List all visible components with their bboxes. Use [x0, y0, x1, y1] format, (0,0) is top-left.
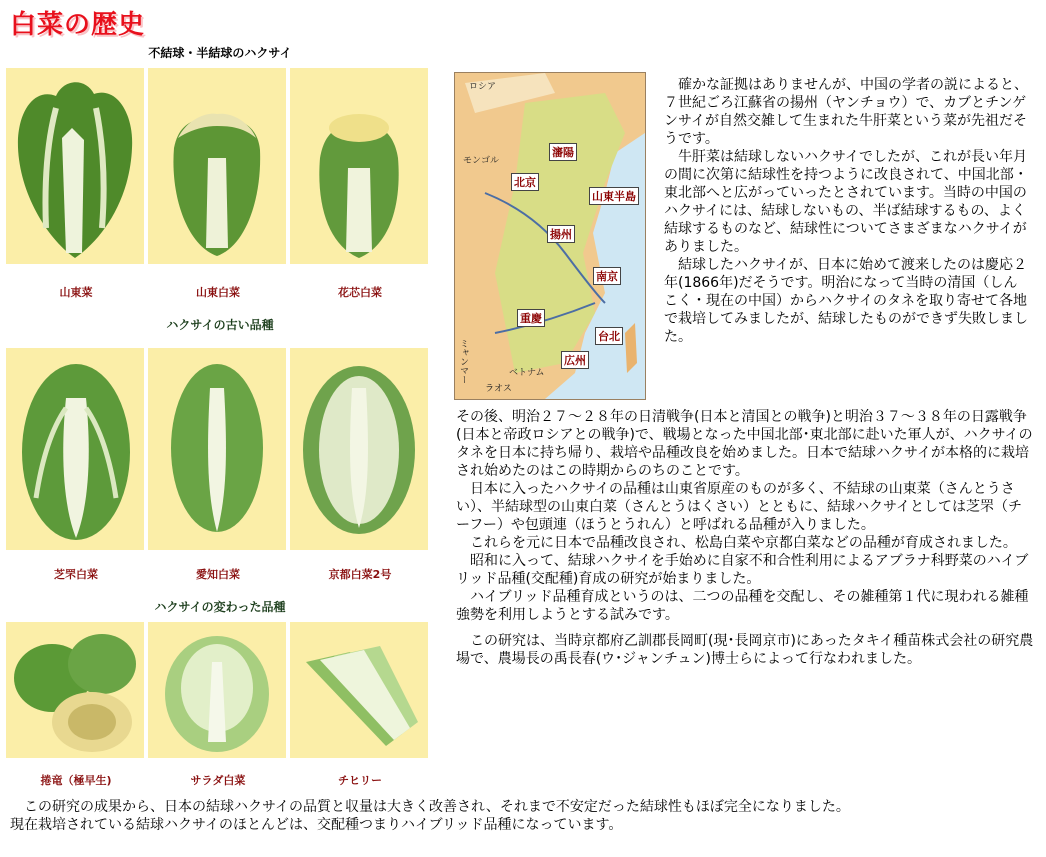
map-label-nanjing: 南京 — [593, 267, 621, 285]
caption-salad-hakusai: サラダ白菜 — [190, 774, 246, 787]
paragraph: 日本に入ったハクサイの品種は山東省原産のものが多く、不結球の山東菜（さんとうさい）、半結球型の山東白菜（さんとうはくさい）とともに、結球ハクサイとしては芝罘（チーフー）や包頭連（ほうとうれん）と呼ばれる品種が入りました。 — [456, 481, 1023, 533]
caption-santousai: 山東菜 — [59, 286, 93, 299]
paragraph: 確かな証拠はありませんが、中国の学者の説によると、７世紀ごろ江蘇省の揚州（ヤンチョウ）で、カブとチンゲンサイが自然交雑して生まれた牛肝菜という菜が先祖だそうです。 — [664, 77, 1028, 147]
china-map — [454, 72, 646, 400]
paragraph: 結球したハクサイが、日本に始めて渡来したのは慶応２年(1866年)だそうです。明治になって当時の清国（しんこく・現在の中国）からハクサイのタネを取り寄せて各地で栽培してみましたが、結球したものができず失敗しました。 — [664, 257, 1028, 345]
caption-kashin-hakusai: 花芯白菜 — [338, 286, 382, 299]
cabbage-photo-aichi-hakusai — [148, 348, 286, 550]
history-text-middle — [456, 408, 1036, 668]
history-text-bottom — [10, 798, 1040, 834]
caption-chihili: チヒリー — [338, 774, 382, 787]
cabbage-photo-santou-hakusai — [148, 68, 286, 264]
map-label-shenyang: 瀋陽 — [549, 143, 577, 161]
caption-kenryu: 捲竜（極早生) — [40, 774, 112, 787]
cabbage-photo-chefoo-hakusai — [6, 348, 144, 550]
paragraph: その後、明治２７～２８年の日清戦争(日本と清国との戦争)と明治３７～３８年の日露戦争(日本と帝政ロシアとの戦争)で、戦場となった中国北部･東北部に赴いた軍人が、ハクサイのタネを日本に持ち帰り、栽培や品種改良を始めました。日本で結球ハクサイが本格的に栽培され始めたのはこの時期からのちのことです。 — [456, 409, 1033, 479]
history-text-right — [664, 76, 1030, 346]
map-label-shandong: 山東半島 — [589, 187, 639, 205]
section-heading-non-heading: 不結球・半結球のハクサイ — [148, 46, 292, 60]
map-label-guangzhou: 広州 — [561, 351, 589, 369]
map-label-myanmar: ミャンマー — [458, 339, 468, 384]
section-heading-old-varieties: ハクサイの古い品種 — [166, 318, 274, 332]
cabbage-photo-kyoto-hakusai — [290, 348, 428, 550]
paragraph: これらを元に日本で品種改良され、松島白菜や京都白菜などの品種が育成されました。 — [470, 535, 1017, 551]
map-label-taipei: 台北 — [595, 327, 623, 345]
caption-santou-hakusai: 山東白菜 — [196, 286, 240, 299]
paragraph: ハイブリッド品種育成というのは、二つの品種を交配し、その雑種第１代に現われる雑種強勢を利用しようとする試みです。 — [456, 589, 1029, 623]
caption-aichi-hakusai: 愛知白菜 — [196, 568, 240, 581]
map-label-mongolia: モンゴル — [463, 156, 500, 166]
section-heading-unusual-varieties: ハクサイの変わった品種 — [154, 600, 286, 614]
cabbage-photo-santousai — [6, 68, 144, 264]
map-label-laos: ラオス — [485, 384, 512, 394]
paragraph: この研究は、当時京都府乙訓郡長岡町(現･長岡京市)にあったタキイ種苗株式会社の研究農場で、農場長の禹長春(ウ･ジャンチュン)博士らによって行なわれました。 — [456, 633, 1034, 667]
map-label-beijing: 北京 — [511, 173, 539, 191]
paragraph: 昭和に入って、結球ハクサイを手始めに自家不和合性利用によるアブラナ科野菜のハイブリッド品種(交配種)育成の研究が始まりました。 — [456, 553, 1029, 587]
paragraph: 現在栽培されている結球ハクサイのほとんどは、交配種つまりハイブリッド品種になっています。 — [10, 817, 623, 833]
caption-chefoo-hakusai: 芝罘白菜 — [54, 568, 98, 581]
paragraph: この研究の成果から、日本の結球ハクサイの品質と収量は大きく改善され、それまで不安定だった結球性もほぼ完全になりました。 — [24, 799, 850, 815]
map-label-yangzhou: 揚州 — [547, 225, 575, 243]
page-title: 白菜の歴史 — [10, 10, 146, 40]
cabbage-photo-salad-hakusai — [148, 622, 286, 758]
cabbage-photo-kenryu — [6, 622, 144, 758]
cabbage-photo-kashin-hakusai — [290, 68, 428, 264]
paragraph: 牛肝菜は結球しないハクサイでしたが、これが長い年月の間に次第に結球性を持つように改良されて、中国北部・東北部へと広がっていったとされています。当時の中国のハクサイには、結球しないもの、半ば結球するもの、よく結球するものなど、結球性についてさまざまなハクサイがありました。 — [664, 149, 1028, 255]
map-label-vietnam: ベトナム — [509, 368, 545, 378]
map-label-chongqing: 重慶 — [517, 309, 545, 327]
cabbage-photo-chihili — [290, 622, 428, 758]
caption-kyoto-hakusai-2: 京都白菜2号 — [328, 568, 392, 581]
map-label-russia: ロシア — [469, 82, 497, 92]
